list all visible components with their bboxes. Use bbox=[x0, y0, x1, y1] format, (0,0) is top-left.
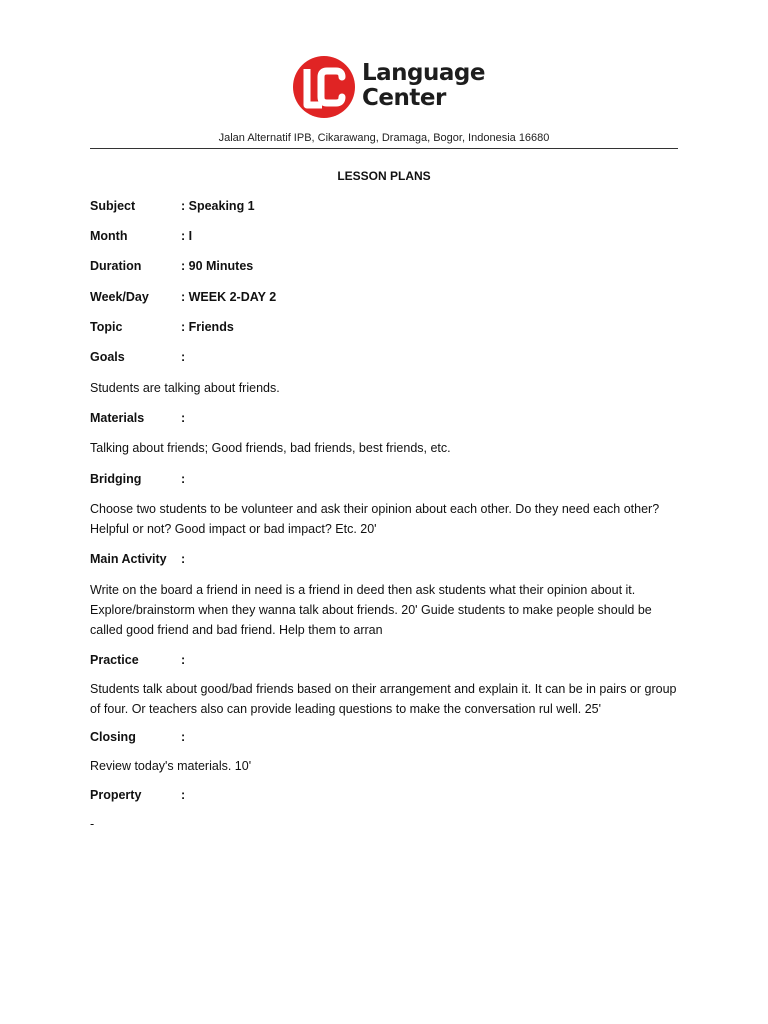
info-label: Week/Day bbox=[90, 290, 149, 304]
info-label: Goals bbox=[90, 350, 125, 364]
section-heading-main-activity bbox=[90, 552, 185, 566]
info-row-week-day bbox=[90, 290, 276, 304]
info-label: Topic bbox=[90, 320, 123, 334]
info-row-subject bbox=[90, 199, 255, 213]
info-value: : I bbox=[181, 229, 193, 243]
section-heading-property bbox=[90, 788, 185, 802]
logo-line-1: Language bbox=[362, 60, 485, 86]
section-label: Materials bbox=[90, 411, 145, 425]
main-activity-text: Write on the board a friend in need is a friend in deed then ask students what their opinion about it. Explore/brainstorm when they wanna talk about friends. 20' Guide students to make people should be called good friend and bad friend. Help them to arran bbox=[90, 583, 652, 637]
info-row-topic bbox=[90, 320, 234, 334]
practice-text: Students talk about good/bad friends based on their arrangement and explain it. It can be in pairs or group of four. Or teachers also can provide leading questions to make the conversation rul well. 25' bbox=[90, 682, 677, 716]
letterhead bbox=[0, 52, 768, 122]
section-sep: : bbox=[181, 730, 186, 744]
goals-text: Students are talking about friends. bbox=[90, 381, 280, 395]
info-row-duration bbox=[90, 259, 253, 273]
section-sep: : bbox=[181, 411, 186, 425]
section-heading-practice bbox=[90, 653, 185, 667]
closing-text: Review today's materials. 10' bbox=[90, 759, 252, 773]
section-heading-bridging bbox=[90, 472, 185, 486]
info-row-goals bbox=[90, 350, 185, 364]
section-label: Main Activity bbox=[90, 552, 167, 566]
language-center-logo-icon bbox=[292, 55, 356, 119]
section-sep: : bbox=[181, 653, 186, 667]
section-label: Property bbox=[90, 788, 142, 802]
property-text: - bbox=[90, 817, 95, 831]
info-label: Duration bbox=[90, 259, 142, 273]
info-label: Month bbox=[90, 229, 128, 243]
materials-text: Talking about friends; Good friends, bad friends, best friends, etc. bbox=[90, 441, 451, 455]
section-label: Practice bbox=[90, 653, 139, 667]
info-row-month bbox=[90, 229, 192, 243]
section-sep: : bbox=[181, 788, 186, 802]
section-heading-closing bbox=[90, 730, 185, 744]
info-value: : bbox=[181, 350, 186, 364]
info-value: : WEEK 2-DAY 2 bbox=[181, 290, 277, 304]
logo-wordmark bbox=[362, 61, 485, 111]
info-label: Subject bbox=[90, 199, 136, 213]
address: Jalan Alternatif IPB, Cikarawang, Dramaga, Bogor, Indonesia 16680 bbox=[218, 132, 550, 144]
header-divider bbox=[90, 148, 678, 149]
page-title: LESSON PLANS bbox=[337, 169, 431, 183]
info-value: : Friends bbox=[181, 320, 234, 334]
section-label: Closing bbox=[90, 730, 136, 744]
logo-line-2: Center bbox=[362, 85, 446, 111]
section-label: Bridging bbox=[90, 472, 142, 486]
section-heading-materials bbox=[90, 411, 185, 425]
section-sep: : bbox=[181, 472, 186, 486]
section-sep: : bbox=[181, 552, 186, 566]
info-value: : Speaking 1 bbox=[181, 199, 255, 213]
bridging-text: Choose two students to be volunteer and ask their opinion about each other. Do they need each other? Helpful or not? Good impact or bad impact? Etc. 20' bbox=[90, 502, 660, 536]
info-value: : 90 Minutes bbox=[181, 259, 254, 273]
